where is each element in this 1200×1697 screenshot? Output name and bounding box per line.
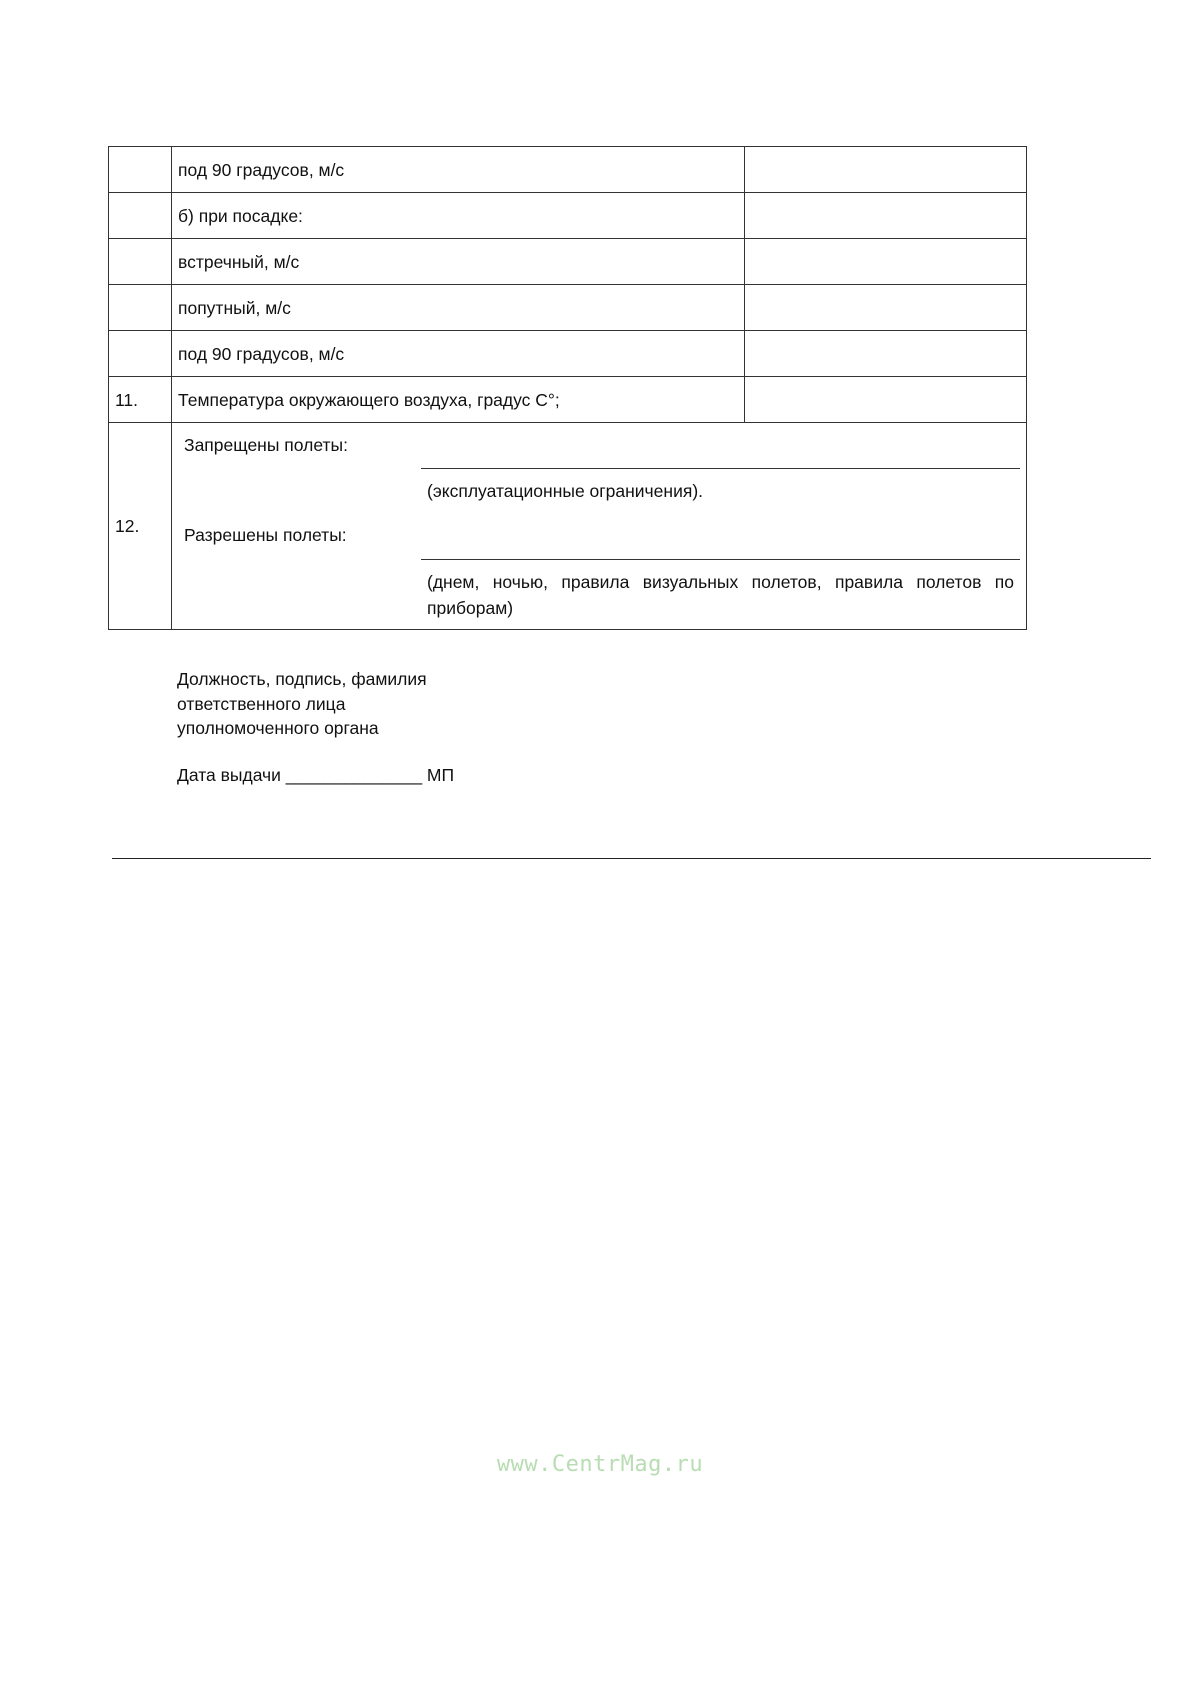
row-number: 11. [109, 377, 172, 423]
restrictions-row [109, 423, 1027, 630]
bottom-divider [112, 858, 1151, 859]
table-row [109, 377, 1027, 423]
row-label: попутный, м/с [172, 285, 745, 331]
row-number [109, 285, 172, 331]
row-value-field[interactable] [745, 377, 1027, 423]
allowed-note: (днем, ночью, правила визуальных полетов, правила полетов по приборам) [427, 572, 1014, 618]
allowed-fill-line[interactable] [421, 559, 1020, 560]
allowed-label: Разрешены полеты: [184, 525, 347, 545]
table-row [109, 331, 1027, 377]
table-row [109, 285, 1027, 331]
row-number [109, 193, 172, 239]
signature-line: Должность, подпись, фамилия [177, 669, 427, 689]
watermark: www.CentrMag.ru [496, 1452, 704, 1477]
row-label: Температура окружающего воздуха, градус С°; [172, 377, 745, 423]
parameters-table [108, 146, 1027, 630]
prohibited-note: (эксплуатационные ограничения). [427, 481, 704, 501]
row-value-field[interactable] [745, 193, 1027, 239]
restrictions-block [178, 423, 1020, 629]
row-value-field[interactable] [745, 147, 1027, 193]
prohibited-fill-line[interactable] [421, 468, 1020, 469]
row-value-field[interactable] [745, 285, 1027, 331]
row-number [109, 239, 172, 285]
row-value-field[interactable] [745, 239, 1027, 285]
row-number [109, 331, 172, 377]
restrictions-cell [172, 423, 1027, 630]
table-row [109, 193, 1027, 239]
row-number [109, 147, 172, 193]
table-row [109, 239, 1027, 285]
signature-block [177, 667, 427, 741]
row-value-field[interactable] [745, 331, 1027, 377]
row-label: встречный, м/с [172, 239, 745, 285]
issue-date-line: Дата выдачи ______________ МП [177, 765, 455, 785]
signature-line: ответственного лица [177, 693, 346, 714]
row-number: 12. [109, 423, 172, 630]
table-row [109, 147, 1027, 193]
row-label: б) при посадке: [172, 193, 745, 239]
row-label: под 90 градусов, м/с [172, 331, 745, 377]
signature-line: уполномоченного органа [177, 718, 379, 738]
row-label: под 90 градусов, м/с [172, 147, 745, 193]
prohibited-label: Запрещены полеты: [184, 435, 348, 455]
